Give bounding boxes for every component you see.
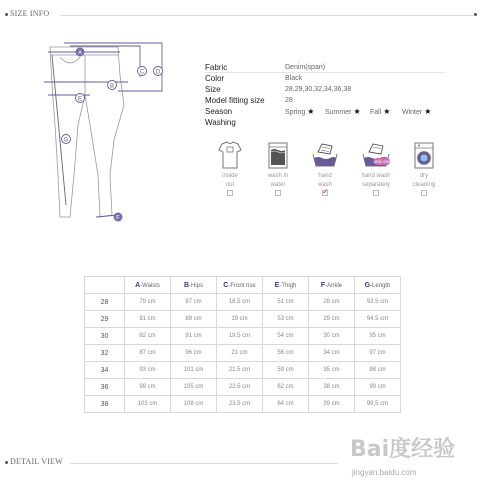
- season-label: Season: [205, 107, 233, 116]
- measure-cell: 30 cm: [309, 328, 355, 345]
- wash-option-dry-cleaning: [404, 140, 444, 196]
- size-cell: 30: [85, 328, 125, 345]
- wash-label-line2: cleaning: [412, 182, 436, 188]
- wash-label-line1: wash in: [267, 173, 289, 179]
- marker-c-label: C: [139, 69, 145, 76]
- measure-cell: 18.5 cm: [217, 294, 263, 311]
- pants-outline: [50, 47, 124, 217]
- header-letter: G: [364, 281, 371, 289]
- measure-cell: 39 cm: [309, 396, 355, 413]
- measure-cell: 64 cm: [263, 396, 309, 413]
- header-length: [355, 277, 401, 294]
- washing-options: [208, 140, 448, 202]
- measure-cell: 99 cm: [125, 379, 171, 396]
- measure-cell: 91 cm: [171, 328, 217, 345]
- header-waists: [125, 277, 171, 294]
- marker-g-label: G: [63, 137, 69, 144]
- marker-b-label: B: [109, 83, 115, 90]
- measure-cell: 93.5 cm: [355, 294, 401, 311]
- fabric-label: Fabric: [205, 63, 228, 72]
- measure-cell: 59 cm: [263, 362, 309, 379]
- wash-label-line2: wash: [317, 182, 332, 188]
- wash-label-line2: water: [270, 182, 286, 188]
- season-row: [205, 106, 450, 117]
- measure-cell: 29 cm: [309, 311, 355, 328]
- header-name: -Waists: [140, 282, 160, 289]
- header-letter: E: [274, 281, 280, 289]
- measure-cell: 95 cm: [355, 328, 401, 345]
- pants-measurement-diagram: [40, 35, 170, 230]
- measure-cell: 87 cm: [125, 345, 171, 362]
- color-row: [205, 73, 450, 84]
- hand-wash-icon: [310, 140, 340, 170]
- table-row: [85, 345, 401, 362]
- marker-a-label: A: [77, 50, 83, 57]
- measure-cell: 81 cm: [125, 311, 171, 328]
- size-cell: 36: [85, 379, 125, 396]
- header-name: -Ankle: [325, 282, 343, 289]
- star-icon: ★: [383, 107, 391, 116]
- marker-e-label: E: [77, 96, 83, 103]
- wash-option-inside-out: [210, 140, 250, 196]
- wash-label-line1: dry: [419, 173, 429, 179]
- measure-cell: 23.5 cm: [217, 396, 263, 413]
- measure-cell: 19 cm: [217, 311, 263, 328]
- header-name: -Front rise: [228, 282, 256, 289]
- watermark-logo: Bai度经验: [350, 437, 456, 462]
- measure-cell: 56 cm: [263, 345, 309, 362]
- hand-wash-separately-icon: [360, 140, 392, 170]
- washing-row: [205, 117, 450, 128]
- header-ankle: [309, 277, 355, 294]
- measure-cell: 82 cm: [125, 328, 171, 345]
- star-icon: ★: [424, 107, 432, 116]
- size-cell: 28: [85, 294, 125, 311]
- measure-cell: 62 cm: [263, 379, 309, 396]
- table-row: [85, 379, 401, 396]
- season-spring-label: Spring: [285, 109, 306, 116]
- measure-cell: 19.5 cm: [217, 328, 263, 345]
- size-value: 28,29,30,32,34,36,38: [285, 86, 352, 93]
- measure-cell: 51 cm: [263, 294, 309, 311]
- season-summer-label: Summer: [325, 109, 352, 116]
- header-name: -Hips: [189, 282, 204, 289]
- wash-option-hand-wash: [305, 140, 345, 196]
- table-header-row: [85, 277, 401, 294]
- wash-option-hand-wash-separately: [356, 140, 396, 196]
- fabric-row: [205, 62, 450, 73]
- hand-wash-checkbox[interactable]: [322, 190, 328, 196]
- wash-label-line1: hand: [318, 173, 332, 179]
- header-letter: A: [135, 281, 141, 289]
- detail-view-title: DETAIL VIEW: [10, 457, 63, 466]
- size-info-title: SIZE INFO: [10, 9, 50, 18]
- shirt-inside-out-icon: [217, 140, 243, 170]
- washing-label: Washing: [205, 118, 236, 127]
- size-cell: 34: [85, 362, 125, 379]
- measure-cell: 105 cm: [171, 379, 217, 396]
- fabric-value: Denim(span): [285, 64, 326, 71]
- measure-cell: 96 cm: [171, 345, 217, 362]
- measure-cell: 93 cm: [125, 362, 171, 379]
- measure-cell: 99.5 cm: [355, 396, 401, 413]
- wash-label-line1: hand wash: [361, 173, 391, 179]
- wash-label-line2: separately: [362, 182, 390, 188]
- baidu-jingyan-watermark: [346, 432, 486, 492]
- measure-cell: 21 cm: [217, 345, 263, 362]
- product-properties: [205, 62, 450, 128]
- marker-f-label: F: [116, 215, 120, 222]
- hand-wash-separately-checkbox[interactable]: [373, 190, 379, 196]
- header-letter: F: [320, 281, 326, 289]
- only-one-badge: only one: [373, 159, 391, 165]
- header-front-rise: [217, 277, 263, 294]
- header-thigh: [263, 277, 309, 294]
- measure-cell: 38 cm: [309, 379, 355, 396]
- measure-cell: 87 cm: [171, 294, 217, 311]
- measure-cell: 79 cm: [125, 294, 171, 311]
- measure-cell: 35 cm: [309, 362, 355, 379]
- header-divider: [70, 463, 338, 464]
- measure-cell: 53 cm: [263, 311, 309, 328]
- table-row: [85, 311, 401, 328]
- season-fall-label: Fall: [370, 109, 382, 116]
- measure-cell: 97 cm: [355, 345, 401, 362]
- header-bullet: [5, 13, 8, 16]
- size-row: [205, 84, 450, 95]
- color-label: Color: [205, 74, 225, 83]
- size-chart-table: [84, 276, 401, 413]
- table-row: [85, 396, 401, 413]
- model-row: [205, 95, 450, 106]
- size-label: Size: [205, 85, 221, 94]
- header-name: -Length: [370, 282, 391, 289]
- measure-cell: 28 cm: [309, 294, 355, 311]
- header-end-bullet: [474, 13, 477, 16]
- dry-cleaning-icon: [411, 140, 437, 170]
- header-letter: B: [183, 281, 190, 289]
- season-winter-label: Winter: [402, 109, 423, 116]
- measure-cell: 108 cm: [171, 396, 217, 413]
- measure-cell: 103 cm: [125, 396, 171, 413]
- measure-cell: 21.5 cm: [217, 362, 263, 379]
- wash-label-line2: out: [225, 182, 235, 188]
- header-hips: [171, 277, 217, 294]
- size-cell: 29: [85, 311, 125, 328]
- measure-cell: 98 cm: [355, 362, 401, 379]
- table-row: [85, 294, 401, 311]
- washing-machine-icon: [265, 140, 291, 170]
- measure-cell: 94.5 cm: [355, 311, 401, 328]
- size-table-body: [85, 294, 401, 413]
- measure-cell: 99 cm: [355, 379, 401, 396]
- measure-cell: 89 cm: [171, 311, 217, 328]
- marker-d-label: D: [155, 69, 161, 76]
- size-cell: 32: [85, 345, 125, 362]
- measure-cell: 54 cm: [263, 328, 309, 345]
- dry-cleaning-checkbox[interactable]: [421, 190, 427, 196]
- measure-cell: 22.5 cm: [217, 379, 263, 396]
- star-icon: ★: [307, 107, 315, 116]
- inside-out-checkbox[interactable]: [227, 190, 233, 196]
- size-column-header: [85, 277, 125, 294]
- model-value: 28: [285, 97, 293, 104]
- color-value: Black: [285, 75, 303, 82]
- measure-markers: [62, 48, 163, 222]
- header-letter: C: [223, 281, 229, 289]
- table-row: [85, 328, 401, 345]
- header-divider: [60, 15, 474, 16]
- measure-cell: 34 cm: [309, 345, 355, 362]
- size-cell: 38: [85, 396, 125, 413]
- watermark-url: jingyan.baidu.com: [352, 468, 417, 477]
- measure-cell: 101 cm: [171, 362, 217, 379]
- wash-option-wash-in-water: [258, 140, 298, 196]
- star-icon: ★: [353, 107, 361, 116]
- wash-in-water-checkbox[interactable]: [275, 190, 281, 196]
- header-bullet: [5, 461, 8, 464]
- table-row: [85, 362, 401, 379]
- header-name: -Thigh: [279, 282, 297, 289]
- wash-label-line1: inside: [222, 173, 238, 179]
- model-label: Model fitting size: [205, 96, 265, 105]
- size-info-header: [0, 8, 488, 22]
